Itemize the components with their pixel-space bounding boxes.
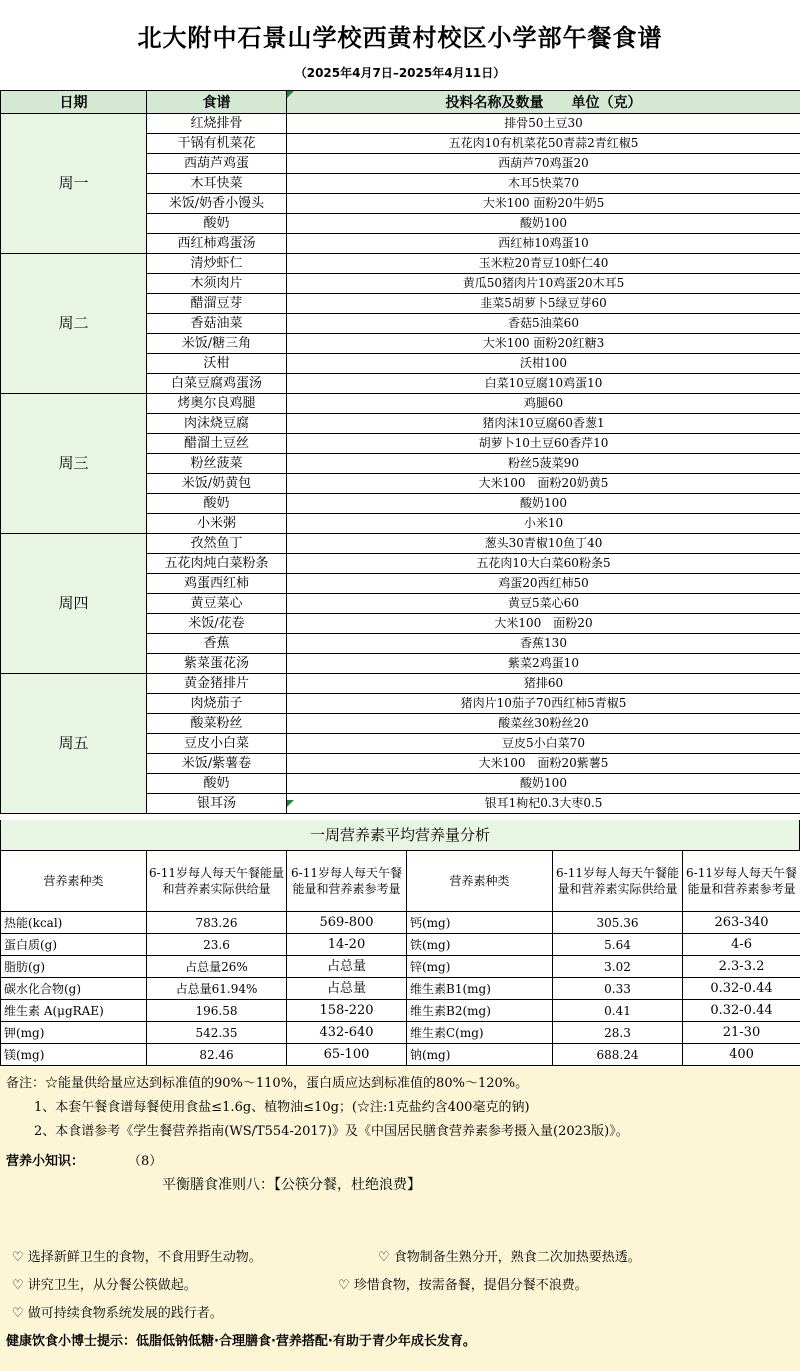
note-reference: 2、本食谱参考《学生餐营养指南(WS/T554-2017)》及《中国居民膳食营养素参考摄入量(2023版)》。 — [34, 1124, 629, 1139]
tip-item: ♡ 讲究卫生，从分餐公筷做起。 — [12, 1278, 197, 1293]
header-ingredients: 投料名称及数量 单位（克） — [287, 91, 800, 114]
menu-table — [0, 90, 800, 814]
actual-value: 0.41 — [553, 1000, 683, 1022]
dish-cell: 酸奶 — [147, 214, 287, 234]
actual-value: 28.3 — [553, 1022, 683, 1044]
ingredients-cell: 豆皮5小白菜70 — [287, 734, 800, 754]
day-cell: 周四 — [1, 534, 147, 674]
dish-cell: 银耳汤 — [147, 794, 287, 814]
dish-cell: 香蕉 — [147, 634, 287, 654]
reference-value: 占总量 — [287, 978, 407, 1000]
tip-item: ♡ 珍惜食物，按需备餐，提倡分餐不浪费。 — [338, 1278, 588, 1293]
nutrient-type-header: 营养素种类 — [1, 851, 147, 912]
dish-cell: 小米粥 — [147, 514, 287, 534]
actual-value: 0.33 — [553, 978, 683, 1000]
reference-value: 263-340 — [683, 912, 800, 934]
dish-cell: 酸奶 — [147, 774, 287, 794]
dish-cell: 木须肉片 — [147, 274, 287, 294]
day-cell: 周三 — [1, 394, 147, 534]
reference-value: 400 — [683, 1044, 800, 1066]
ingredients-cell: 银耳1枸杞0.3大枣0.5 — [287, 794, 800, 814]
dish-cell: 米饭/花卷 — [147, 614, 287, 634]
header-date: 日期 — [1, 91, 147, 114]
actual-value: 542.35 — [147, 1022, 287, 1044]
ingredients-cell: 香菇5油菜60 — [287, 314, 800, 334]
dish-cell: 紫菜蛋花汤 — [147, 654, 287, 674]
ingredients-cell: 排骨50土豆30 — [287, 114, 800, 134]
nutrient-name: 脂肪(g) — [1, 956, 147, 978]
ingredients-cell: 韭菜5胡萝卜5绿豆芽60 — [287, 294, 800, 314]
dish-cell: 酸菜粉丝 — [147, 714, 287, 734]
ingredients-cell: 鸡蛋20西红柿50 — [287, 574, 800, 594]
nutrient-name: 钠(mg) — [407, 1044, 553, 1066]
nutrition-header-row — [1, 851, 800, 912]
ingredients-cell: 木耳5快菜70 — [287, 174, 800, 194]
actual-value: 占总量26% — [147, 956, 287, 978]
reference-value: 占总量 — [287, 956, 407, 978]
footer-tip: 健康饮食小博士提示：低脂低钠低糖·合理膳食·营养搭配·有助于青少年成长发育。 — [6, 1334, 476, 1349]
actual-supply-header: 6-11岁每人每天午餐能量和营养素实际供给量 — [147, 851, 287, 912]
ingredients-cell: 西红柿10鸡蛋10 — [287, 234, 800, 254]
header-dish: 食谱 — [147, 91, 287, 114]
ingredients-cell: 大米100 面粉20紫薯5 — [287, 754, 800, 774]
principle-text: 平衡膳食准则八：【公筷分餐，杜绝浪费】 — [162, 1177, 421, 1193]
nutrition-body — [1, 851, 800, 1066]
reference-value: 0.32-0.44 — [683, 978, 800, 1000]
tip-item: ♡ 选择新鲜卫生的食物，不食用野生动物。 — [12, 1250, 262, 1265]
dish-cell: 五花肉炖白菜粉条 — [147, 554, 287, 574]
nutrient-name: 维生素C(mg) — [407, 1022, 553, 1044]
dish-cell: 豆皮小白菜 — [147, 734, 287, 754]
dish-cell: 白菜豆腐鸡蛋汤 — [147, 374, 287, 394]
dish-cell: 红烧排骨 — [147, 114, 287, 134]
dish-cell: 清炒虾仁 — [147, 254, 287, 274]
dish-cell: 鸡蛋西红柿 — [147, 574, 287, 594]
ingredients-cell: 沃柑100 — [287, 354, 800, 374]
day-cell: 周五 — [1, 674, 147, 814]
nutrient-name: 蛋白质(g) — [1, 934, 147, 956]
actual-value: 688.24 — [553, 1044, 683, 1066]
nutrient-name: 铁(mg) — [407, 934, 553, 956]
reference-value: 158-220 — [287, 1000, 407, 1022]
dish-cell: 香菇油菜 — [147, 314, 287, 334]
nutrition-table — [0, 850, 800, 1066]
reference-header: 6-11岁每人每天午餐能量和营养素参考量 — [287, 851, 407, 912]
cell-marker-icon — [287, 800, 294, 807]
reference-value: 14-20 — [287, 934, 407, 956]
ingredients-cell: 五花肉10大白菜60粉条5 — [287, 554, 800, 574]
dish-cell: 粉丝菠菜 — [147, 454, 287, 474]
ingredients-cell: 紫菜2鸡蛋10 — [287, 654, 800, 674]
dish-cell: 醋溜豆芽 — [147, 294, 287, 314]
actual-value: 23.6 — [147, 934, 287, 956]
reference-value: 0.32-0.44 — [683, 1000, 800, 1022]
menu-row — [1, 254, 800, 274]
ingredients-cell: 黄豆5菜心60 — [287, 594, 800, 614]
ingredients-cell: 粉丝5菠菜90 — [287, 454, 800, 474]
ingredients-cell: 葱头30青椒10鱼丁40 — [287, 534, 800, 554]
page-title: 北大附中石景山学校西黄村校区小学部午餐食谱 — [137, 24, 663, 52]
dish-cell: 酸奶 — [147, 494, 287, 514]
tip-item: ♡ 做可持续食物系统发展的践行者。 — [12, 1306, 223, 1321]
ingredients-cell: 酸奶100 — [287, 494, 800, 514]
nutrition-row — [1, 912, 800, 934]
dish-cell: 米饭/紫薯卷 — [147, 754, 287, 774]
ingredients-cell: 猪肉沫10豆腐60香葱1 — [287, 414, 800, 434]
menu-row — [1, 534, 800, 554]
menu-row — [1, 394, 800, 414]
dish-cell: 干锅有机菜花 — [147, 134, 287, 154]
menu-header-row — [1, 91, 800, 114]
ingredients-cell: 酸奶100 — [287, 774, 800, 794]
ingredients-cell: 大米100 面粉20 — [287, 614, 800, 634]
dish-cell: 西红柿鸡蛋汤 — [147, 234, 287, 254]
day-cell: 周二 — [1, 254, 147, 394]
tips-label: 营养小知识： — [6, 1154, 85, 1169]
date-range: （2025年4月7日–2025年4月11日） — [294, 66, 506, 80]
notes-section — [0, 1066, 800, 1371]
note-salt-oil: 1、本套午餐食谱每餐使用食盐≤1.6g、植物油≤10g；(☆注:1克盐约含400毫克的钠) — [34, 1100, 530, 1115]
reference-value: 2.3-3.2 — [683, 956, 800, 978]
actual-value: 占总量61.94% — [147, 978, 287, 1000]
ingredients-cell: 猪排60 — [287, 674, 800, 694]
ingredients-cell: 酸奶100 — [287, 214, 800, 234]
remark-text: 备注：☆能量供给量应达到标准值的90%～110%，蛋白质应达到标准值的80%～120%。 — [6, 1076, 529, 1091]
ingredients-cell: 白菜10豆腐10鸡蛋10 — [287, 374, 800, 394]
actual-value: 305.36 — [553, 912, 683, 934]
title-area — [0, 0, 800, 90]
nutrition-row — [1, 934, 800, 956]
actual-value: 196.58 — [147, 1000, 287, 1022]
ingredients-cell: 大米100 面粉20奶黄5 — [287, 474, 800, 494]
dish-cell: 烤奥尔良鸡腿 — [147, 394, 287, 414]
dish-cell: 黄金猪排片 — [147, 674, 287, 694]
cell-marker-icon — [287, 91, 294, 98]
reference-value: 432-640 — [287, 1022, 407, 1044]
nutrient-name: 钙(mg) — [407, 912, 553, 934]
reference-value: 4-6 — [683, 934, 800, 956]
menu-row — [1, 114, 800, 134]
menu-row — [1, 674, 800, 694]
ingredients-cell: 酸菜丝30粉丝20 — [287, 714, 800, 734]
dish-cell: 西葫芦鸡蛋 — [147, 154, 287, 174]
nutrition-row — [1, 978, 800, 1000]
ingredients-cell: 小米10 — [287, 514, 800, 534]
reference-value: 569-800 — [287, 912, 407, 934]
dish-cell: 肉烧茄子 — [147, 694, 287, 714]
nutrient-name: 锌(mg) — [407, 956, 553, 978]
nutrient-name: 维生素 A(μgRAE) — [1, 1000, 147, 1022]
dish-cell: 沃柑 — [147, 354, 287, 374]
ingredients-cell: 黄瓜50猪肉片10鸡蛋20木耳5 — [287, 274, 800, 294]
reference-header: 6-11岁每人每天午餐能量和营养素参考量 — [683, 851, 800, 912]
nutrition-row — [1, 956, 800, 978]
nutrition-title: 一周营养素平均营养量分析 — [0, 820, 800, 850]
nutrient-name: 维生素B1(mg) — [407, 978, 553, 1000]
dish-cell: 木耳快菜 — [147, 174, 287, 194]
actual-supply-header: 6-11岁每人每天午餐能量和营养素实际供给量 — [553, 851, 683, 912]
actual-value: 5.64 — [553, 934, 683, 956]
dish-cell: 孜然鱼丁 — [147, 534, 287, 554]
nutrition-row — [1, 1000, 800, 1022]
tips-number: （8） — [128, 1154, 163, 1169]
ingredients-cell: 胡萝卜10土豆60香芹10 — [287, 434, 800, 454]
actual-value: 783.26 — [147, 912, 287, 934]
nutrient-name: 镁(mg) — [1, 1044, 147, 1066]
nutrient-name: 维生素B2(mg) — [407, 1000, 553, 1022]
menu-body — [1, 114, 800, 814]
actual-value: 3.02 — [553, 956, 683, 978]
ingredients-cell: 鸡腿60 — [287, 394, 800, 414]
nutrient-name: 碳水化合物(g) — [1, 978, 147, 1000]
dish-cell: 肉沫烧豆腐 — [147, 414, 287, 434]
nutrient-name: 热能(kcal) — [1, 912, 147, 934]
actual-value: 82.46 — [147, 1044, 287, 1066]
ingredients-cell: 玉米粒20青豆10虾仁40 — [287, 254, 800, 274]
dish-cell: 米饭/奶香小馒头 — [147, 194, 287, 214]
nutrient-type-header: 营养素种类 — [407, 851, 553, 912]
reference-value: 65-100 — [287, 1044, 407, 1066]
ingredients-cell: 五花肉10有机菜花50青蒜2青红椒5 — [287, 134, 800, 154]
ingredients-cell: 大米100 面粉20牛奶5 — [287, 194, 800, 214]
nutrition-row — [1, 1022, 800, 1044]
dish-cell: 醋溜土豆丝 — [147, 434, 287, 454]
nutrition-row — [1, 1044, 800, 1066]
nutrient-name: 钾(mg) — [1, 1022, 147, 1044]
ingredients-cell: 大米100 面粉20红糖3 — [287, 334, 800, 354]
dish-cell: 米饭/奶黄包 — [147, 474, 287, 494]
tip-item: ♡ 食物制备生熟分开，熟食二次加热要热透。 — [378, 1250, 641, 1265]
ingredients-cell: 猪肉片10茄子70西红柿5青椒5 — [287, 694, 800, 714]
reference-value: 21-30 — [683, 1022, 800, 1044]
dish-cell: 米饭/糖三角 — [147, 334, 287, 354]
ingredients-cell: 西葫芦70鸡蛋20 — [287, 154, 800, 174]
ingredients-cell: 香蕉130 — [287, 634, 800, 654]
day-cell: 周一 — [1, 114, 147, 254]
dish-cell: 黄豆菜心 — [147, 594, 287, 614]
